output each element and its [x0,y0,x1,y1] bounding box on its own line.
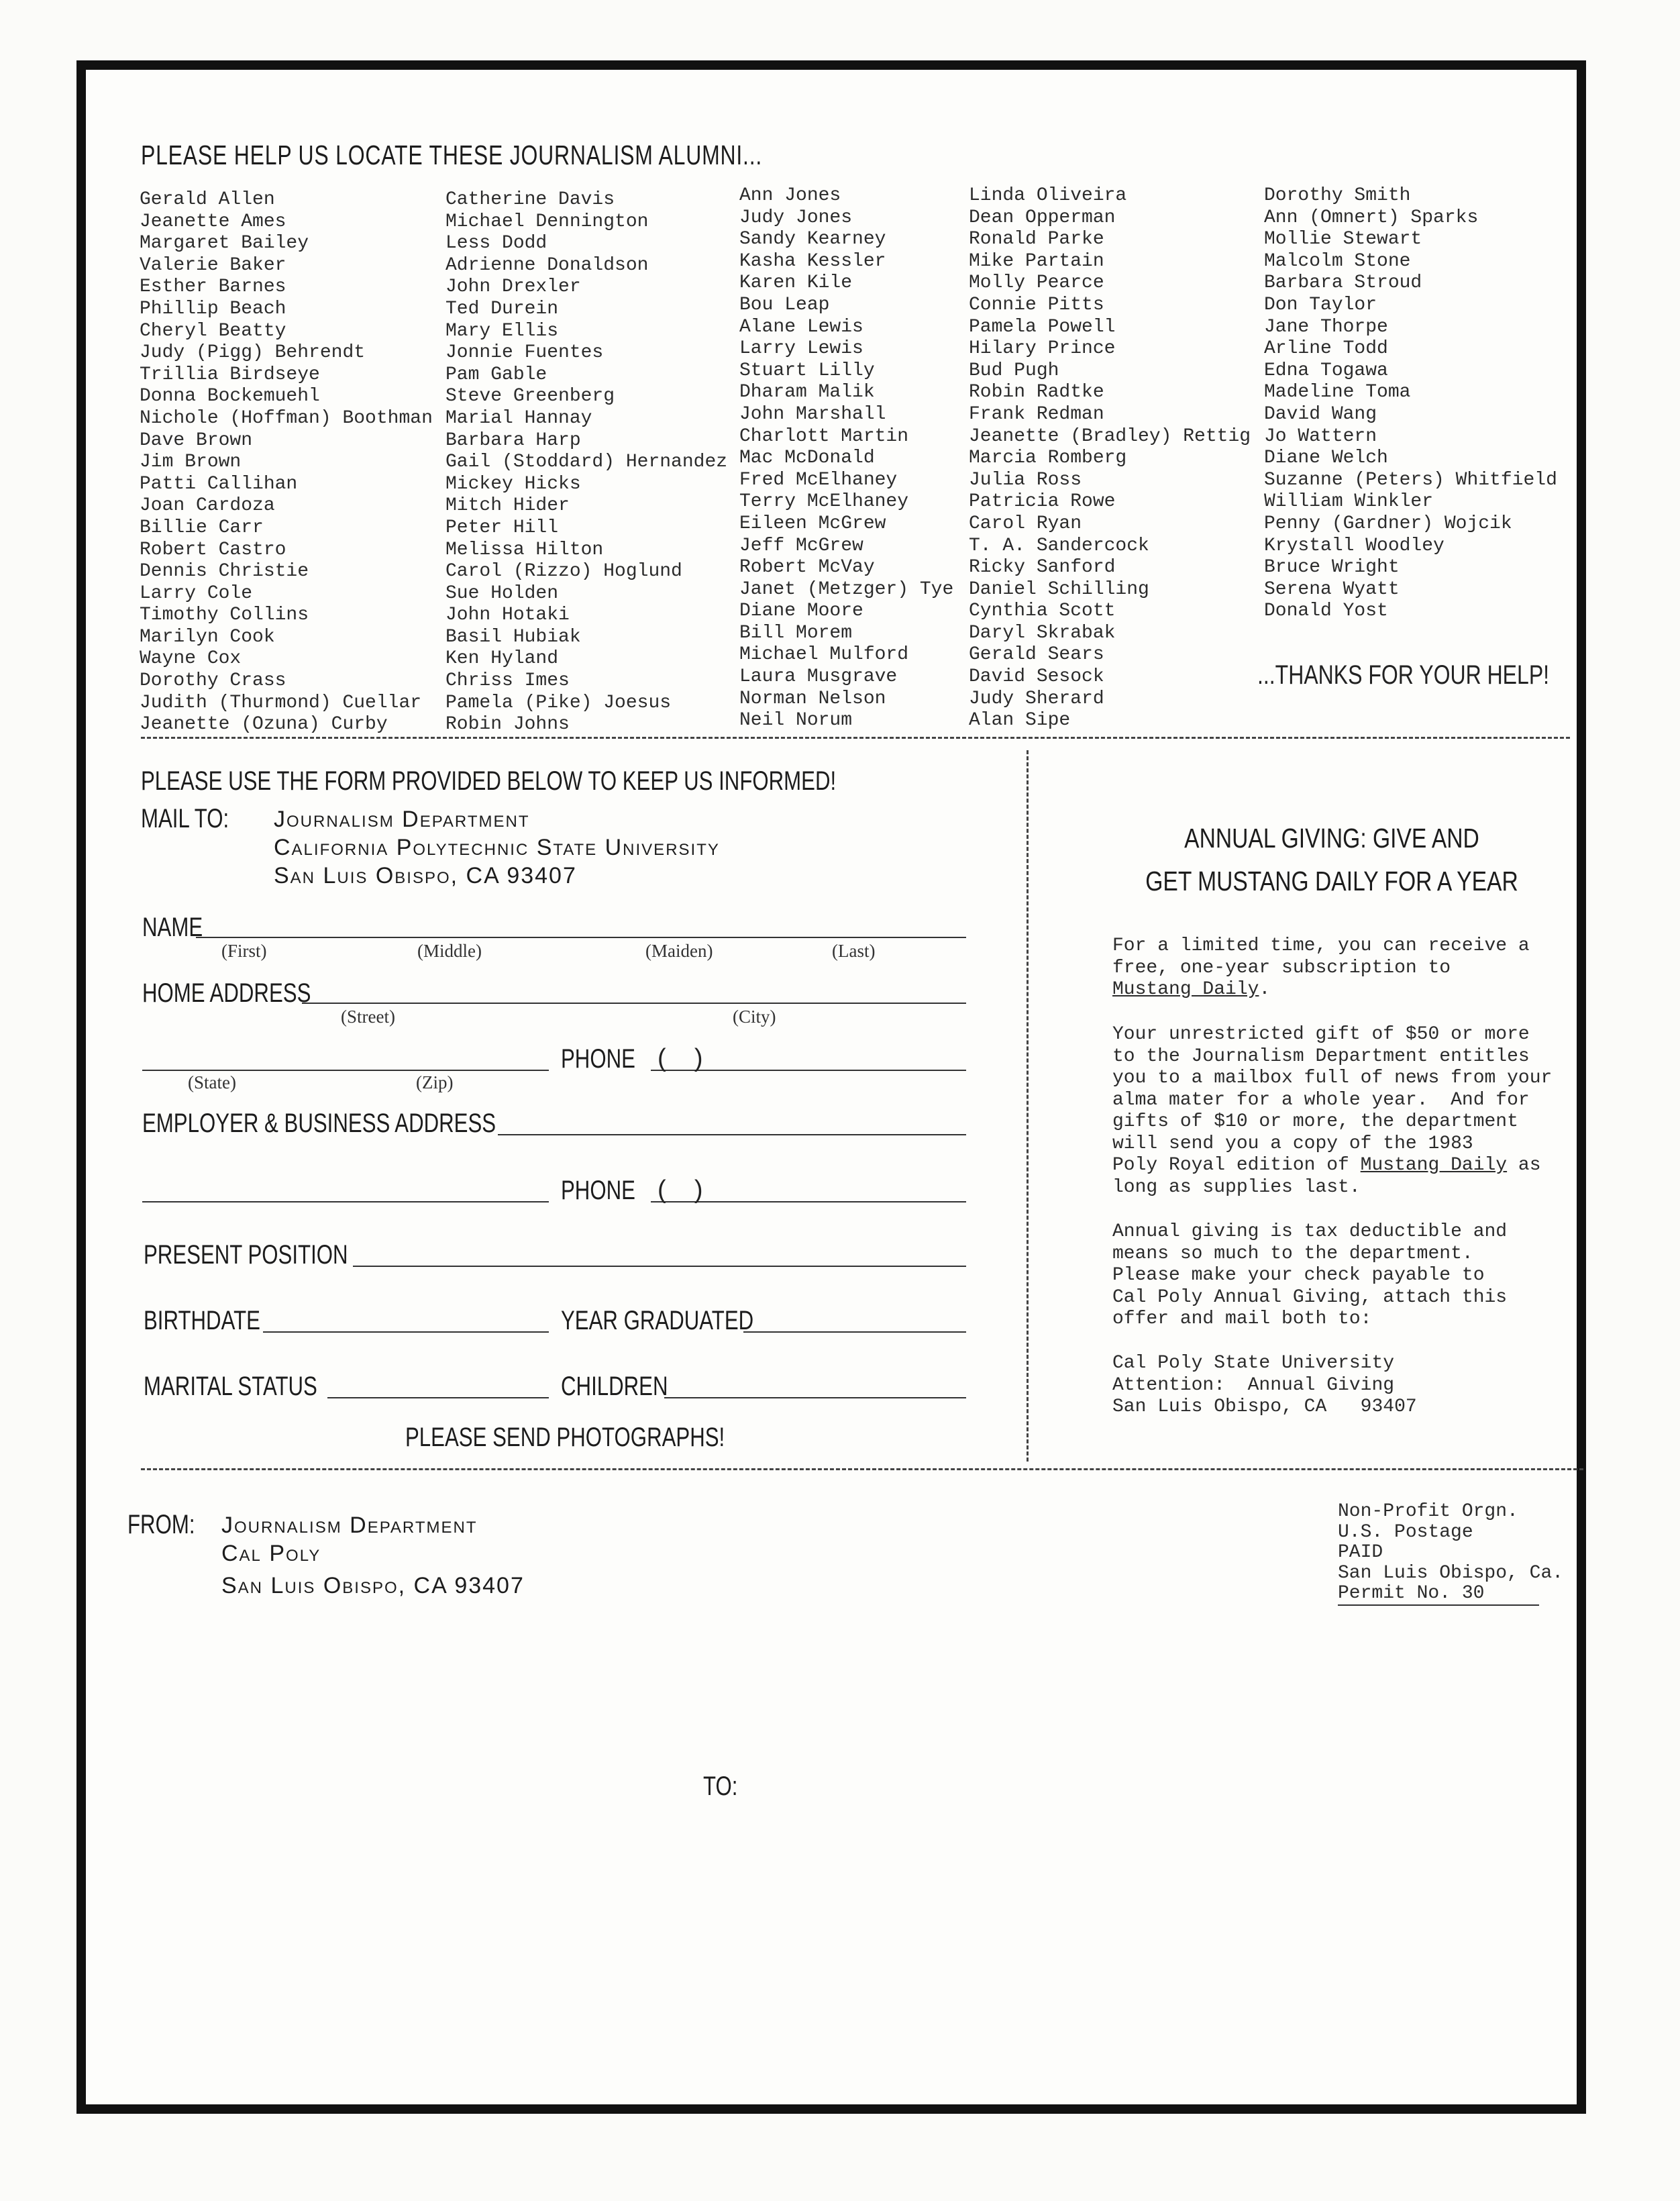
employer-field[interactable] [498,1134,966,1135]
alumni-name: Timothy Collins [140,605,309,626]
mail-to-line-3: San Luis Obispo, CA 93407 [274,863,577,888]
alumni-name: Jeanette (Bradley) Rettig [969,425,1251,447]
alumni-name: Michael Mulford [739,644,909,666]
alumni-name: Trillia Birdseye [140,364,320,385]
mail-to-label: MAIL TO: [141,804,229,833]
home-sub-street: (Street) [341,1007,395,1027]
alumni-name: Arline Todd [1264,338,1388,360]
alumni-name: Adrienne Donaldson [445,254,649,276]
alumni-name: Dean Opperman [969,207,1116,228]
giving-address-line: Attention: Annual Giving [1112,1374,1395,1396]
employer-label: EMPLOYER & BUSINESS ADDRESS [142,1109,496,1138]
marital-status-label: MARITAL STATUS [144,1372,317,1401]
name-sub-first: (First) [221,941,267,961]
alumni-name: Ann Jones [739,185,841,206]
alumni-name: Dave Brown [140,429,253,451]
alumni-name: Donna Bockemuehl [140,386,320,407]
home-sub-city: (City) [733,1007,776,1027]
alumni-name: Ronald Parke [969,229,1104,250]
alumni-name: Laura Musgrave [739,666,898,688]
alumni-name: Robert McVay [739,557,875,578]
giving-p2-line: you to a mailbox full of news from your [1112,1068,1553,1088]
alumni-name: Terry McElhaney [739,491,909,513]
tear-line-bottom [141,1468,1583,1470]
giving-address [1112,1353,1417,1419]
tear-line-top [141,737,1570,739]
form-title: PLEASE USE THE FORM PROVIDED BELOW TO KEEP US INFORMED! [141,766,837,796]
alumni-name: John Hotaki [445,605,570,626]
alumni-name: Sandy Kearney [739,229,886,250]
alumni-name: Chriss Imes [445,670,570,692]
birthdate-label: BIRTHDATE [144,1306,260,1335]
alumni-name: Michael Dennington [445,211,649,232]
name-sub-maiden: (Maiden) [645,941,713,961]
giving-paragraph-3 [1112,1221,1507,1331]
alumni-name: Steve Greenberg [445,386,615,407]
alumni-name: Carol Ryan [969,513,1082,534]
business-phone-parens: ( ) [658,1176,703,1204]
alumni-name: William Winkler [1264,491,1434,513]
alumni-name: Charlott Martin [739,425,909,447]
giving-p1-end: . [1259,979,1271,1000]
name-sub-middle: (Middle) [417,941,482,961]
giving-p3-line: Please make your check payable to [1112,1265,1485,1286]
alumni-name: Esther Barnes [140,276,286,298]
alumni-name: Jeff McGrew [739,535,863,556]
giving-p3-line: means so much to the department. [1112,1243,1473,1264]
from-line-3: San Luis Obispo, CA 93407 [221,1573,525,1598]
alumni-name: Jo Wattern [1264,425,1377,447]
alumni-name: Valerie Baker [140,254,286,276]
state-zip-field[interactable] [142,1070,549,1071]
home-phone-parens: ( ) [658,1044,703,1072]
alumni-name: Diane Welch [1264,448,1388,469]
alumni-name: Sue Holden [445,582,559,604]
giving-p2-line: as [1507,1155,1541,1176]
alumni-name: Norman Nelson [739,688,886,709]
alumni-name: Mickey Hicks [445,473,581,495]
alumni-name: Kasha Kessler [739,250,886,272]
alumni-name: Ann (Omnert) Sparks [1264,207,1479,228]
children-field[interactable] [664,1397,966,1398]
giving-paragraph-2 [1112,1024,1552,1198]
alumni-name: Malcolm Stone [1264,250,1411,272]
alumni-heading: PLEASE HELP US LOCATE THESE JOURNALISM ALUMNI... [141,140,763,170]
giving-p3-line: Annual giving is tax deductible and [1112,1221,1508,1242]
mustang-daily-title: Mustang Daily [1360,1155,1508,1176]
alumni-name: Pam Gable [445,364,547,385]
alumni-column-5 [1264,185,1557,623]
alumni-name: John Drexler [445,276,581,298]
alumni-name: Melissa Hilton [445,539,604,560]
mustang-daily-title: Mustang Daily [1112,979,1259,1000]
alumni-name: Edna Togawa [1264,360,1388,381]
alumni-column-3 [739,185,953,732]
alumni-name: Penny (Gardner) Wojcik [1264,513,1512,534]
alumni-name: Robin Johns [445,714,570,735]
alumni-name: Margaret Bailey [140,233,309,254]
alumni-name: Suzanne (Peters) Whitfield [1264,469,1557,491]
alumni-name: Daniel Schilling [969,578,1149,600]
permit-line: San Luis Obispo, Ca. [1338,1562,1564,1584]
alumni-name: Marilyn Cook [140,626,275,648]
alumni-name: Alane Lewis [739,316,863,338]
alumni-name: Mary Ellis [445,320,559,342]
alumni-name: Robin Radtke [969,382,1104,403]
alumni-name: Peter Hill [445,517,559,538]
alumni-name: Mitch Hider [445,495,570,517]
from-line-2: Cal Poly [221,1541,321,1566]
giving-p2-line: long as supplies last. [1112,1176,1361,1198]
alumni-name: Patti Callihan [140,473,298,495]
alumni-name: Karen Kile [739,272,853,294]
alumni-name: Jonnie Fuentes [445,342,604,364]
from-label: FROM: [127,1510,195,1539]
giving-title-2: GET MUSTANG DAILY FOR A YEAR [1145,866,1518,897]
alumni-name: John Marshall [739,403,886,425]
alumni-name: Ken Hyland [445,648,559,670]
alumni-name: Jim Brown [140,452,242,473]
alumni-name: Marcia Romberg [969,448,1127,469]
alumni-name: Julia Ross [969,469,1082,491]
alumni-name: Frank Redman [969,403,1104,425]
mail-to-line-1: Journalism Department [274,807,530,832]
giving-title-1: ANNUAL GIVING: GIVE AND [1184,823,1479,854]
alumni-name: Ted Durein [445,298,559,319]
alumni-name: Less Dodd [445,233,547,254]
alumni-name: Larry Lewis [739,338,863,360]
from-line-1: Journalism Department [221,1513,478,1538]
alumni-name: Judy Sherard [969,688,1104,709]
alumni-name: Bill Morem [739,622,853,644]
business-phone-label: PHONE [561,1176,635,1205]
alumni-name: Judy (Pigg) Behrendt [140,342,366,364]
year-graduated-label: YEAR GRADUATED [561,1306,754,1335]
giving-p3-line: offer and mail both to: [1112,1309,1372,1329]
alumni-name: Larry Cole [140,582,253,604]
alumni-name: Billie Carr [140,517,264,538]
home-phone-label: PHONE [561,1044,635,1074]
alumni-name: Dharam Malik [739,382,875,403]
alumni-name: Pamela (Pike) Joesus [445,692,672,713]
permit-line: U.S. Postage [1338,1521,1473,1543]
alumni-name: Bruce Wright [1264,557,1400,578]
alumni-name: Fred McElhaney [739,469,898,491]
permit-line: PAID [1338,1542,1383,1563]
sub-zip: (Zip) [416,1072,454,1092]
permit-line: Non-Profit Orgn. [1338,1501,1518,1522]
alumni-name: Ricky Sanford [969,557,1116,578]
alumni-name: Jeanette Ames [140,211,286,232]
name-sub-last: (Last) [832,941,876,961]
home-address-field[interactable] [302,1003,966,1004]
alumni-name: Molly Pearce [969,272,1104,294]
year-graduated-field[interactable] [743,1331,966,1333]
alumni-name: Donald Yost [1264,601,1388,622]
alumni-name: Jane Thorpe [1264,316,1388,338]
alumni-name: Dorothy Crass [140,670,286,692]
sub-state: (State) [188,1072,236,1092]
alumni-name: Don Taylor [1264,294,1377,315]
alumni-name: Janet (Metzger) Tye [739,578,954,600]
home-address-label: HOME ADDRESS [142,978,311,1008]
alumni-name: Wayne Cox [140,648,242,670]
birthdate-field[interactable] [263,1331,549,1333]
alumni-name: Pamela Powell [969,316,1116,338]
alumni-name: Patricia Rowe [969,491,1116,513]
permit-number: Permit No. 30 [1338,1584,1539,1606]
alumni-name: Bou Leap [739,294,830,315]
alumni-name: T. A. Sandercock [969,535,1149,556]
mail-to-line-2: California Polytechnic State University [274,835,720,860]
alumni-name: Stuart Lilly [739,360,875,381]
giving-p3-line: Cal Poly Annual Giving, attach this [1112,1286,1508,1308]
alumni-name: Cynthia Scott [969,601,1116,622]
alumni-name: Hilary Prince [969,338,1116,360]
giving-address-line: San Luis Obispo, CA 93407 [1112,1396,1417,1417]
alumni-name: Serena Wyatt [1264,578,1400,600]
giving-paragraph-1 [1112,935,1530,1001]
giving-p2-line: will send you a copy of the 1983 [1112,1133,1473,1154]
alumni-name: Judith (Thurmond) Cuellar [140,692,422,713]
alumni-name: Connie Pitts [969,294,1104,315]
alumni-name: Joan Cardoza [140,495,275,517]
alumni-name: Barbara Harp [445,429,581,451]
alumni-name: Phillip Beach [140,298,286,319]
alumni-name: Dorothy Smith [1264,185,1411,206]
alumni-name: Bud Pugh [969,360,1059,381]
alumni-column-4 [969,185,1251,732]
marital-status-field[interactable] [327,1397,549,1398]
present-position-label: PRESENT POSITION [144,1240,348,1270]
alumni-name: Nichole (Hoffman) Boothman [140,407,433,429]
alumni-name: Gerald Sears [969,644,1104,666]
alumni-name: Eileen McGrew [739,513,886,534]
giving-p2-line: to the Journalism Department entitles [1112,1045,1530,1067]
postage-permit [1338,1502,1563,1606]
to-label: TO: [703,1772,738,1801]
alumni-name: Barbara Stroud [1264,272,1422,294]
alumni-column-2 [445,189,727,736]
alumni-name: Diane Moore [739,601,863,622]
alumni-name: Mike Partain [969,250,1104,272]
alumni-name: Gail (Stoddard) Hernandez [445,452,728,473]
alumni-name: Krystall Woodley [1264,535,1445,556]
thanks-text: ...THANKS FOR YOUR HELP! [1257,660,1550,690]
alumni-name: Cheryl Beatty [140,320,286,342]
giving-p2-line: alma mater for a whole year. And for [1112,1089,1530,1111]
giving-p2-line: gifts of $10 or more, the department [1112,1111,1518,1132]
present-position-field[interactable] [353,1266,966,1267]
alumni-name: Gerald Allen [140,189,275,210]
alumni-name: Marial Hannay [445,407,592,429]
giving-p2-line: Poly Royal edition of [1112,1155,1361,1176]
alumni-name: Daryl Skrabak [969,622,1116,644]
alumni-name: Mac McDonald [739,448,875,469]
alumni-column-1 [140,189,433,736]
name-label: NAME [142,913,203,942]
alumni-name: Alan Sipe [969,710,1071,731]
alumni-name: Basil Hubiak [445,626,581,648]
alumni-name: Mollie Stewart [1264,229,1422,250]
tear-line-vertical [1027,750,1029,1462]
alumni-name: Robert Castro [140,539,286,560]
name-field[interactable] [196,937,966,938]
alumni-name: Dennis Christie [140,561,309,582]
children-label: CHILDREN [561,1372,668,1401]
alumni-name: Linda Oliveira [969,185,1127,206]
alumni-name: Catherine Davis [445,189,615,210]
alumni-name: Jeanette (Ozuna) Curby [140,714,388,735]
giving-p1-line: free, one-year subscription to [1112,957,1451,978]
giving-address-line: Cal Poly State University [1112,1353,1395,1374]
alumni-name: David Wang [1264,403,1377,425]
alumni-name: Neil Norum [739,710,853,731]
giving-p1-line: For a limited time, you can receive a [1112,935,1530,956]
business-address-field[interactable] [142,1201,549,1202]
send-photographs: PLEASE SEND PHOTOGRAPHS! [405,1423,725,1452]
alumni-name: Carol (Rizzo) Hoglund [445,561,682,582]
giving-p2-line: Your unrestricted gift of $50 or more [1112,1024,1530,1045]
alumni-name: Madeline Toma [1264,382,1411,403]
alumni-name: Judy Jones [739,207,853,228]
alumni-name: David Sesock [969,666,1104,688]
